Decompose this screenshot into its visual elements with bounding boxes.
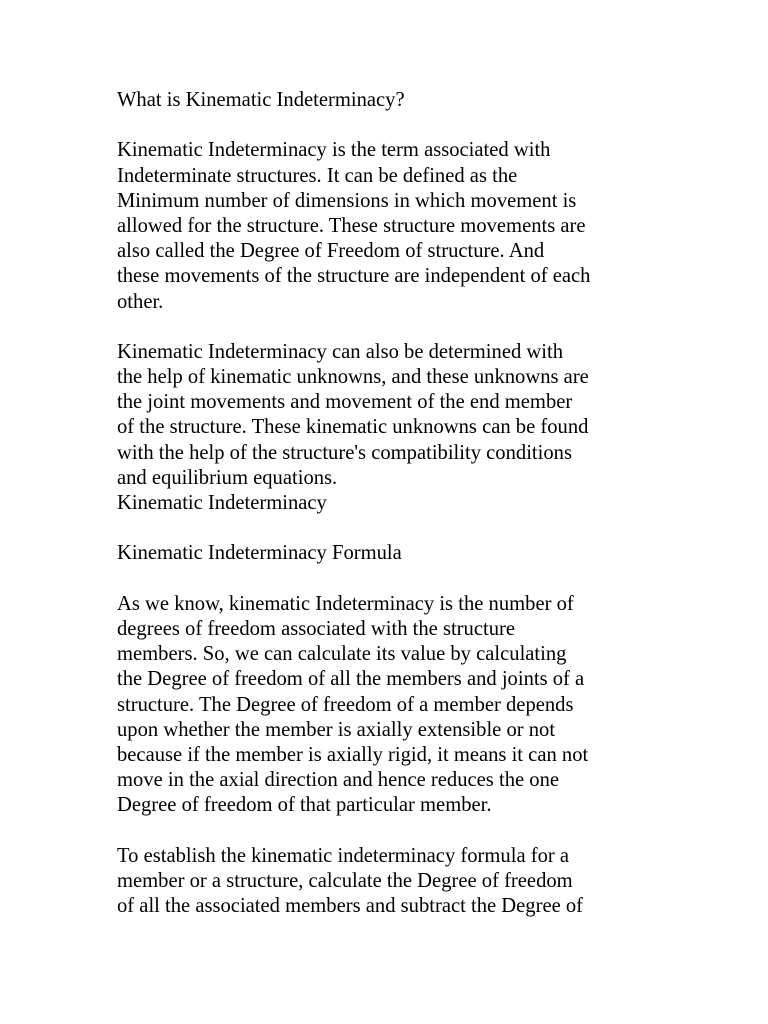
paragraph-establish-formula <box>117 844 657 920</box>
text-line: structure. The Degree of freedom of a member depends <box>117 693 574 716</box>
text-line: Kinematic Indeterminacy is the term associated with <box>117 139 551 162</box>
text-line: the help of kinematic unknowns, and these unknowns are <box>117 366 589 389</box>
text-line: member or a structure, calculate the Degree of freedom <box>117 869 573 892</box>
text-line: because if the member is axially rigid, it means it can not <box>117 743 589 766</box>
paragraph-spacer <box>117 315 657 340</box>
text-line: with the help of the structure's compatibility conditions <box>117 441 572 464</box>
text-line: allowed for the structure. These structure movements are <box>117 214 586 237</box>
text-line: Kinematic Indeterminacy <box>117 492 327 514</box>
paragraph-kinematic-unknowns <box>117 340 657 491</box>
text-line: To establish the kinematic indeterminacy formula for a <box>117 844 570 867</box>
text-line: degrees of freedom associated with the structure <box>117 617 515 640</box>
heading-kinematic-indeterminacy-formula <box>117 541 657 566</box>
text-line: What is Kinematic Indeterminacy? <box>117 89 405 111</box>
text-line: and equilibrium equations. <box>117 466 338 489</box>
text-line: these movements of the structure are independent of each <box>117 265 591 288</box>
paragraph-spacer <box>117 113 657 138</box>
text-line: move in the axial direction and hence reduces the one <box>117 769 560 792</box>
paragraph-spacer <box>117 818 657 843</box>
text-line: also called the Degree of Freedom of structure. And <box>117 240 545 263</box>
text-line: Degree of freedom of that particular member. <box>117 794 492 817</box>
text-line: of all the associated members and subtract the Degree of <box>117 895 584 917</box>
text-line: As we know, kinematic Indeterminacy is the number of <box>117 592 574 615</box>
text-line: other. <box>117 290 164 313</box>
text-line: the joint movements and movement of the end member <box>117 391 573 414</box>
paragraph-degrees-of-freedom <box>117 592 657 819</box>
paragraph-definition <box>117 138 657 314</box>
text-line: upon whether the member is axially extensible or not <box>117 718 556 741</box>
document-page <box>117 88 657 919</box>
text-line: Kinematic Indeterminacy can also be determined with <box>117 340 564 363</box>
paragraph-spacer <box>117 567 657 592</box>
heading-what-is-kinematic-indeterminacy <box>117 88 657 113</box>
text-line: Minimum number of dimensions in which movement is <box>117 189 577 212</box>
text-line: of the structure. These kinematic unknowns can be found <box>117 416 589 439</box>
text-line: the Degree of freedom of all the members and joints of a <box>117 668 585 691</box>
text-line: Indeterminate structures. It can be defined as the <box>117 164 518 187</box>
heading-kinematic-indeterminacy <box>117 491 657 516</box>
paragraph-spacer <box>117 516 657 541</box>
text-line: members. So, we can calculate its value by calculating <box>117 643 567 666</box>
text-line: Kinematic Indeterminacy Formula <box>117 542 402 565</box>
